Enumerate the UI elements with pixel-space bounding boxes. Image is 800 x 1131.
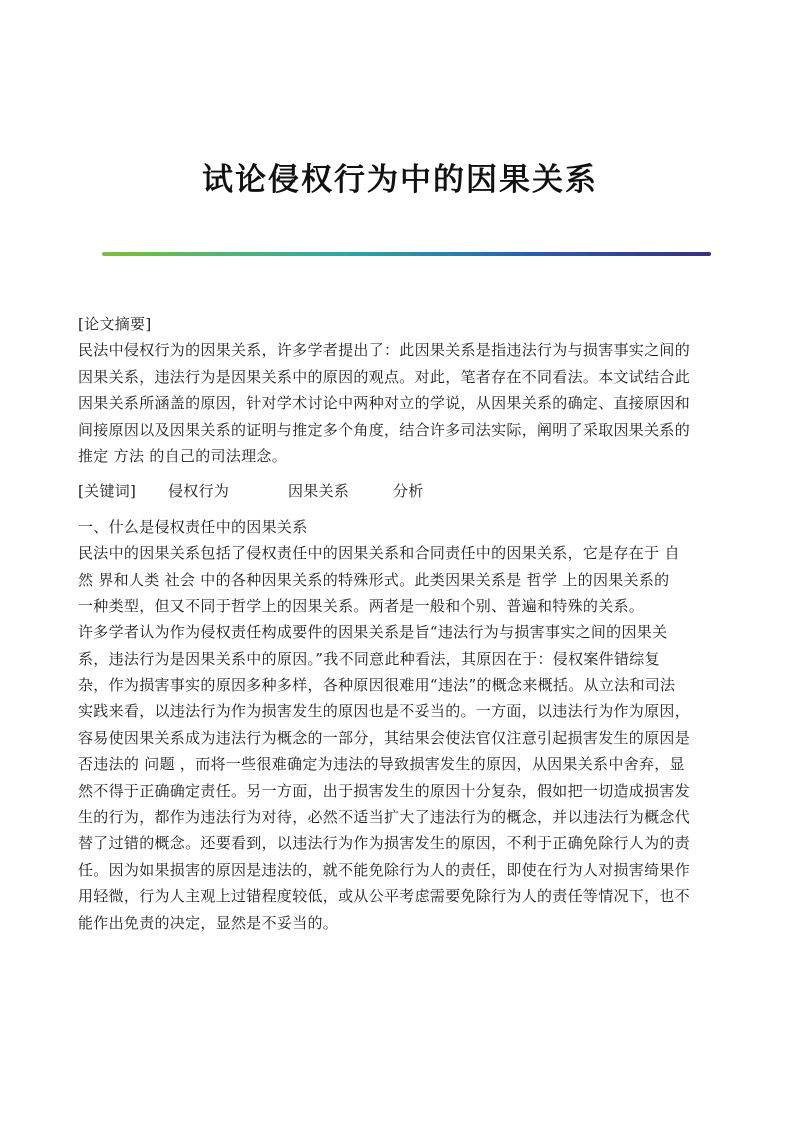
- paragraph-line: 一种类型，但又不同于哲学上的因果关系。两者是一般和个别、普遍和特殊的关系。: [78, 596, 645, 615]
- paragraph-line: 系，违法行为是因果关系中的原因。”我不同意此种看法，其原因在于：侵权案件错综复: [78, 649, 660, 668]
- paragraph-line: 民法中的因果关系包括了侵权责任中的因果关系和合同责任中的因果关系，它是存在于 自: [78, 544, 680, 563]
- paragraph-line: 实践来看，以违法行为作为损害发生的原因也是不妥当的。一方面，以违法行为作为原因，: [78, 702, 691, 721]
- section-paragraph: [78, 619, 723, 936]
- paragraph-line: 许多学者认为作为侵权责任构成要件的因果关系是旨“违法行为与损害事实之间的因果关: [78, 623, 668, 642]
- abstract-paragraph: [78, 337, 723, 469]
- paragraph-line: 替了过错的概念。还要看到，以违法行为作为损害发生的原因，不利于正确免除行人为的责: [78, 834, 691, 853]
- abstract-line: 推定 方法 的自己的司法理念。: [78, 446, 288, 465]
- paragraph-line: 容易使因果关系成为违法行为概念的一部分，其结果会使法官仅注意引起损害发生的原因是: [78, 728, 691, 747]
- paragraph-line: 任。因为如果损害的原因是违法的，就不能免除行为人的责任，即使在行为人对损害绮果作: [78, 860, 691, 879]
- paragraph-line: 用轻微，行为人主观上过错程度较低，或从公平考虑需要免除行为人的责任等情况下，也不: [78, 887, 691, 906]
- document-title: 试论侵权行为中的因果关系: [202, 162, 598, 198]
- title-divider: [102, 252, 711, 256]
- document-body: [78, 311, 723, 936]
- keywords-label: [关键词]: [78, 482, 137, 501]
- keywords-row: [78, 478, 723, 504]
- abstract-line: 间接原因以及因果关系的证明与推定多个角度，结合许多司法实际，阐明了采取因果关系的: [78, 420, 691, 439]
- paragraph-line: 否违法的 问题 ，而将一些很难确定为违法的导致损害发生的原因，从因果关系中舍弃，显: [78, 755, 685, 774]
- abstract-line: 民法中侵权行为的因果关系，许多学者提出了：此因果关系是指违法行为与损害事实之间的: [78, 341, 691, 360]
- paragraph-line: 生的行为，都作为违法行为对待，必然不适当扩大了违法行为的概念，并以违法行为概念代: [78, 808, 691, 827]
- keyword-item: 因果关系: [288, 482, 350, 501]
- paragraph-line: 然 界和人类 社会 中的各种因果关系的特殊形式。此类因果关系是 哲学 上的因果关系的: [78, 570, 670, 589]
- paragraph-line: 杂，作为损害事实的原因多种多样，各种原因很难用“违法”的概念来概括。从立法和司法: [78, 676, 676, 695]
- paragraph-line: 然不得于正确确定责任。另一方面，出于损害发生的原因十分复杂，假如把一切造成损害发: [78, 781, 691, 800]
- abstract-line: 因果关系，违法行为是因果关系中的原因的观点。对此，笔者存在不同看法。本文试结合此: [78, 367, 691, 386]
- section-heading: 一、什么是侵权责任中的因果关系: [78, 517, 308, 536]
- section-paragraph: [78, 540, 723, 619]
- keyword-item: 分析: [393, 482, 424, 501]
- abstract-line: 因果关系所涵盖的原因，针对学术讨论中两种对立的学说，从因果关系的确定、直接原因和: [78, 394, 691, 413]
- abstract-label: [论文摘要]: [78, 315, 152, 333]
- keyword-item: 侵权行为: [168, 482, 230, 501]
- paragraph-line: 能作出免责的决定，显然是不妥当的。: [78, 913, 339, 932]
